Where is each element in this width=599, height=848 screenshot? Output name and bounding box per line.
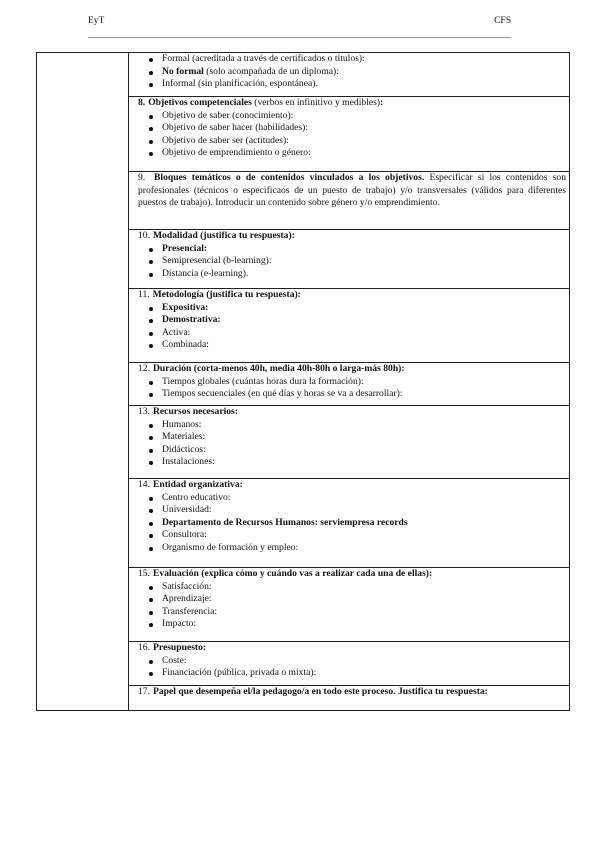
row-16-budget (129, 642, 569, 686)
list-item: Materiales: (138, 431, 566, 444)
item-number: 11. (138, 289, 150, 300)
list (138, 376, 566, 401)
item-number: 10. (138, 230, 150, 241)
list-item: Consultora: (138, 529, 566, 542)
list-item: Aprendizaje: (138, 593, 566, 606)
list-item: Activa: (138, 327, 566, 340)
row-heading (138, 642, 566, 655)
list (138, 302, 566, 352)
row-12-duration (129, 363, 569, 406)
list (138, 110, 566, 160)
header-rule (88, 37, 511, 38)
row-10-modality (129, 230, 569, 289)
row-13-resources (129, 406, 569, 479)
list-item: Impacto: (138, 618, 566, 631)
row-heading (138, 289, 566, 302)
list-item: Satisfacción: (138, 581, 566, 594)
section-title: Modalidad (justifica tu respuesta): (153, 230, 295, 241)
item-number: 14. (138, 479, 150, 490)
section-title: Metodología (justifica tu respuesta): (152, 289, 301, 300)
list (138, 655, 566, 680)
list-item: Didácticos: (138, 444, 566, 457)
planning-table (36, 52, 570, 711)
list-item: Transferencia: (138, 606, 566, 619)
header-left-text: EyT (88, 16, 105, 26)
list-item: Formal (acreditada a través de certificados o títulos): (138, 53, 566, 66)
list-item: Departamento de Recursos Humanos: serviempresa records (138, 517, 566, 530)
item-number: 13. (138, 406, 150, 417)
item-number: 8. (138, 97, 146, 108)
list-item: Distancia (e-learning). (138, 268, 566, 281)
table-left-column (37, 53, 129, 710)
list-item: No formal (solo acompañada de un diploma): (138, 66, 566, 79)
list-item: Tiempos globales (cuántas horas dura la formación): (138, 376, 566, 389)
list (138, 419, 566, 469)
list-item: Objetivo de saber hacer (habilidades): (138, 122, 566, 135)
row-9-content-blocks: 9. Bloques temáticos o de contenidos vinculados a los objetivos. Especificar si los contenidos son profesionales (técnicos o especificaos de un puesto de trabajo) y/o transversales (válidos para diferentes puestos de trabajo). Introducir un contenido sobre género y/o emprendimiento. (129, 172, 569, 230)
list-item: Objetivo de emprendimiento o género: (138, 147, 566, 160)
item-number: 9. (138, 172, 146, 183)
list-item: Universidad: (138, 504, 566, 517)
row-heading: 8. Objetivos competenciales (verbos en infinitivo y medibles): (138, 97, 384, 108)
row-8-objectives (129, 97, 569, 172)
list-item: Objetivo de saber ser (actitudes): (138, 135, 566, 148)
row-heading (138, 363, 566, 376)
list-item: Coste: (138, 655, 566, 668)
row-17-pedagogue-role (129, 686, 569, 710)
section-title: Recursos necesarios: (153, 406, 238, 417)
row-15-evaluation (129, 568, 569, 642)
item-number: 17. (138, 686, 150, 697)
list-item: Semipresencial (b-learning): (138, 255, 566, 268)
row-training-types (129, 53, 569, 97)
row-heading (138, 686, 566, 699)
section-title: Evaluación (explica cómo y cuándo vas a realizar cada una de ellas): (153, 568, 433, 579)
list-item: Tiempos secuenciales (en qué días y horas se va a desarrollar): (138, 388, 566, 401)
row-heading (138, 479, 566, 492)
list-item: Informal (sin planificación, espontánea). (138, 78, 566, 91)
row-heading (138, 568, 566, 581)
header-right-text: CFS (494, 16, 511, 26)
section-title: Bloques temáticos o de contenidos vinculados a los objetivos. (154, 172, 425, 183)
section-title: Duración (corta-menos 40h, media 40h-80h o larga-más 80h): (153, 363, 405, 374)
table-right-column (129, 53, 569, 710)
row-heading (138, 406, 566, 419)
list-item: Expositiva: (138, 302, 566, 315)
list-item: Organismo de formación y empleo: (138, 542, 566, 555)
list-item: Humanos: (138, 419, 566, 432)
row-14-organizing-entity (129, 479, 569, 568)
list (138, 243, 566, 281)
list (138, 492, 566, 555)
list-item: Objetivo de saber (conocimiento): (138, 110, 566, 123)
list-item: Financiación (pública, privada o mixta): (138, 667, 566, 680)
row-heading (138, 230, 566, 243)
list (138, 581, 566, 631)
row-11-methodology (129, 289, 569, 363)
section-title: Objetivos competenciales (148, 97, 252, 108)
list-item: Combinada: (138, 339, 566, 352)
section-title: Entidad organizativa: (153, 479, 243, 490)
item-number: 15. (138, 568, 150, 579)
list-item: Demostrativa: (138, 314, 566, 327)
list-item: Instalaciones: (138, 456, 566, 469)
section-title: Presupuesto: (153, 642, 207, 653)
item-number: 16. (138, 642, 150, 653)
item-number: 12. (138, 363, 150, 374)
list (138, 53, 566, 91)
list-item: Centro educativo: (138, 492, 566, 505)
section-title: Papel que desempeña el/la pedagogo/a en todo este proceso. Justifica tu respuesta: (153, 686, 488, 697)
list-item: Presencial: (138, 243, 566, 256)
